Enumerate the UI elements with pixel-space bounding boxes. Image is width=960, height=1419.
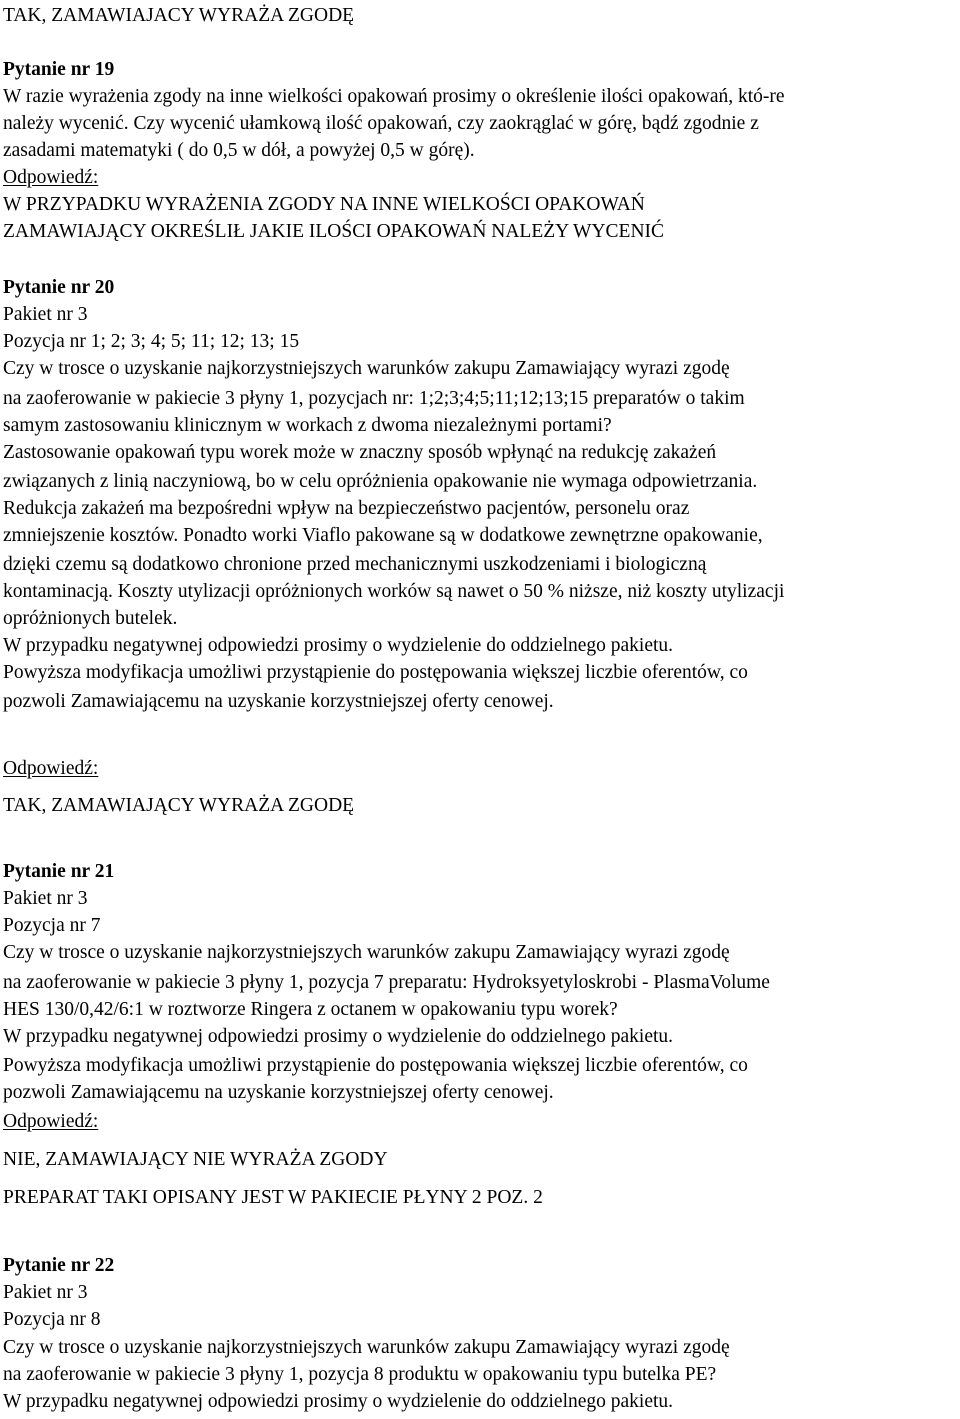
answer-text: TAK, ZAMAWIAJĄCY WYRAŻA ZGODĘ (3, 795, 355, 816)
question-text-line: Czy w trosce o uzyskanie najkorzystniejszych warunków zakupu Zamawiający wyrazi zgodę (3, 1337, 730, 1358)
question-title: Pytanie nr 21 (3, 861, 115, 882)
answer-label: Odpowiedź: (3, 167, 99, 188)
question-title: Pytanie nr 20 (3, 277, 115, 298)
question-text-line: zasadami matematyki ( do 0,5 w dół, a powyżej 0,5 w górę). (3, 140, 475, 161)
question-text-line: HES 130/0,42/6:1 w roztworze Ringera z octanem w opakowaniu typu worek? (3, 999, 618, 1020)
question-text-line: Czy w trosce o uzyskanie najkorzystniejszych warunków zakupu Zamawiający wyrazi zgodę (3, 358, 730, 379)
question-text-line: Pakiet nr 3 (3, 304, 88, 325)
question-text-line: na zaoferowanie w pakiecie 3 płyny 1, pozycja 8 produktu w opakowaniu typu butelka PE? (3, 1364, 717, 1385)
question-text-line: W razie wyrażenia zgody na inne wielkości opakowań prosimy o określenie ilości opakowań, któ-re (3, 86, 785, 107)
answer-label: Odpowiedź: (3, 758, 99, 779)
question-text-line: Redukcja zakażeń ma bezpośredni wpływ na bezpieczeństwo pacjentów, personelu oraz (3, 498, 690, 519)
answer-text: PREPARAT TAKI OPISANY JEST W PAKIECIE PŁYNY 2 POZ. 2 (3, 1187, 543, 1208)
question-title: Pytanie nr 22 (3, 1255, 115, 1276)
question-text-line: zmniejszenie kosztów. Ponadto worki Viaflo pakowane są w dodatkowe zewnętrzne opakowanie, (3, 525, 763, 546)
question-text-line: opróżnionych butelek. (3, 608, 178, 629)
question-text-line: W przypadku negatywnej odpowiedzi prosimy o wydzielenie do oddzielnego pakietu. (3, 1026, 674, 1047)
question-text-line: W przypadku negatywnej odpowiedzi prosimy o wydzielenie do oddzielnego pakietu. (3, 1391, 674, 1412)
question-title: Pytanie nr 19 (3, 59, 115, 80)
question-text-line: Pakiet nr 3 (3, 888, 88, 909)
question-text-line: Powyższa modyfikacja umożliwi przystąpienie do postępowania większej liczbie oferentów, co (3, 1055, 748, 1076)
question-text-line: na zaoferowanie w pakiecie 3 płyny 1, pozycja 7 preparatu: Hydroksyetyloskrobi - PlasmaVolume (3, 972, 770, 993)
question-text-line: Zastosowanie opakowań typu worek może w znaczny sposób wpłynąć na redukcję zakażeń (3, 442, 717, 463)
question-text-line: dzięki czemu są dodatkowo chronione przed mechanicznymi uszkodzeniami i biologiczną (3, 554, 707, 575)
question-text-line: Powyższa modyfikacja umożliwi przystąpienie do postępowania większej liczbie oferentów, co (3, 662, 748, 683)
question-text-line: Pozycja nr 7 (3, 915, 101, 936)
question-text-line: związanych z linią naczyniową, bo w celu opróżnienia opakowanie nie wymaga odpowietrzania. (3, 471, 758, 492)
question-text-line: na zaoferowanie w pakiecie 3 płyny 1, pozycjach nr: 1;2;3;4;5;11;12;13;15 preparatów o takim (3, 388, 745, 409)
answer-text: TAK, ZAMAWIAJACY WYRAŻA ZGODĘ (3, 5, 355, 26)
question-text-line: pozwoli Zamawiającemu na uzyskanie korzystniejszej oferty cenowej. (3, 691, 554, 712)
answer-label: Odpowiedź: (3, 1111, 99, 1132)
question-text-line: W przypadku negatywnej odpowiedzi prosimy o wydzielenie do oddzielnego pakietu. (3, 635, 674, 656)
question-text-line: Pozycja nr 8 (3, 1309, 101, 1330)
question-text-line: pozwoli Zamawiającemu na uzyskanie korzystniejszej oferty cenowej. (3, 1082, 554, 1103)
question-text-line: Czy w trosce o uzyskanie najkorzystniejszych warunków zakupu Zamawiający wyrazi zgodę (3, 942, 730, 963)
question-text-line: Pakiet nr 3 (3, 1282, 88, 1303)
question-text-line: kontaminacją. Koszty utylizacji opróżnionych worków są nawet o 50 % niższe, niż koszty utylizacji (3, 581, 785, 602)
question-text-line: należy wycenić. Czy wycenić ułamkową ilość opakowań, czy zaokrąglać w górę, bądź zgodnie z (3, 113, 759, 134)
answer-text: NIE, ZAMAWIAJĄCY NIE WYRAŻA ZGODY (3, 1149, 388, 1170)
question-text-line: Pozycja nr 1; 2; 3; 4; 5; 11; 12; 13; 15 (3, 331, 300, 352)
question-text-line: samym zastosowaniu klinicznym w workach z dwoma niezależnymi portami? (3, 415, 612, 436)
answer-text: W PRZYPADKU WYRAŻENIA ZGODY NA INNE WIELKOŚCI OPAKOWAŃ (3, 194, 645, 215)
answer-text: ZAMAWIAJĄCY OKREŚLIŁ JAKIE ILOŚCI OPAKOWAŃ NALEŻY WYCENIĆ (3, 221, 665, 242)
